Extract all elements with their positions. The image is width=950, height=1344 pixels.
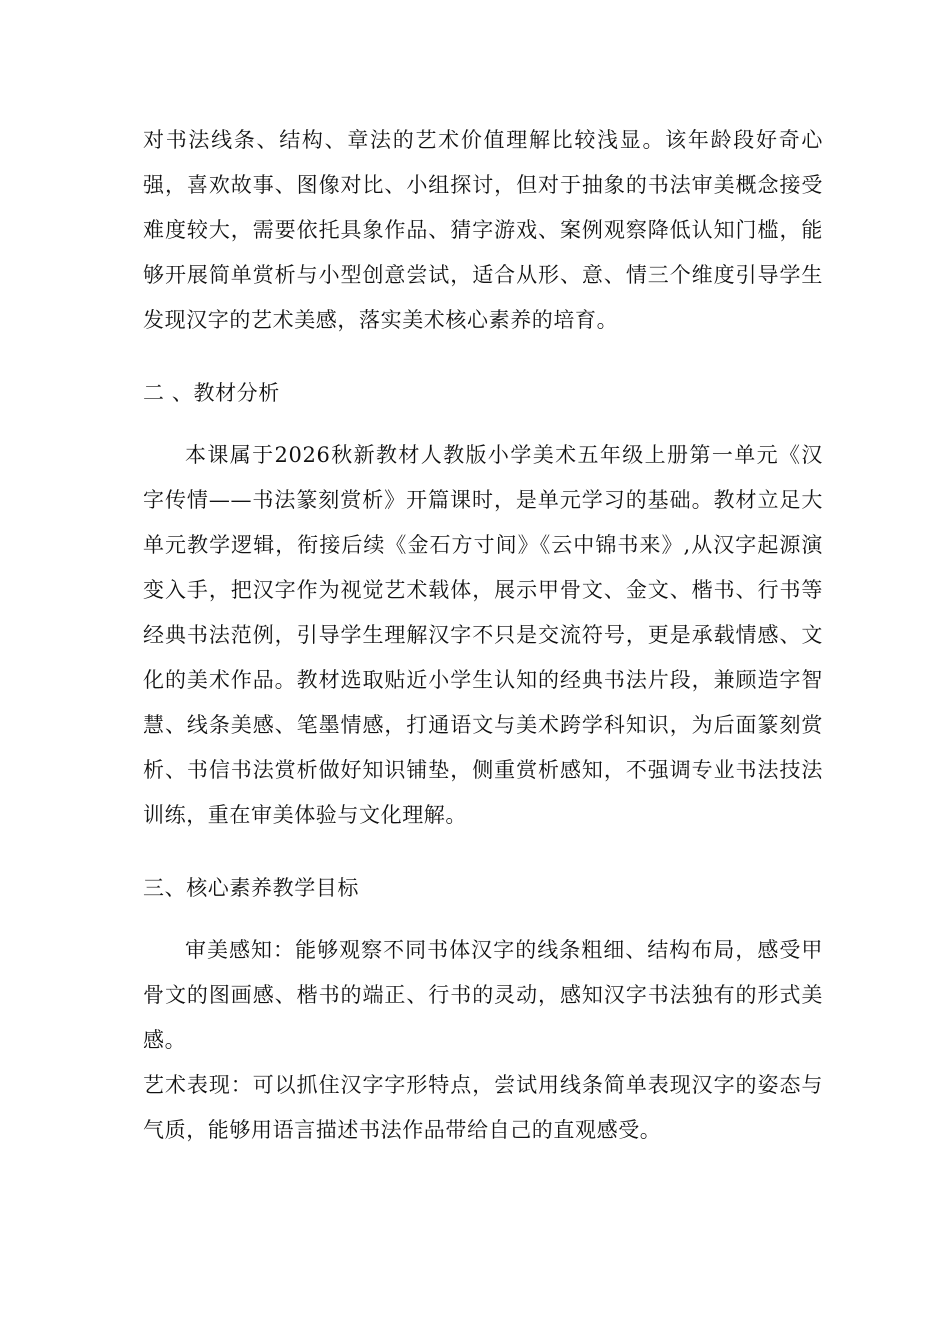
paragraph-textbook-analysis: 本课属于2026秋新教材人教版小学美术五年级上册第一单元《汉字传情——书法篆刻赏析》开篇课时，是单元学习的基础。教材立足大单元教学逻辑，衔接后续《金石方寸间》《云中锦书来》,从汉字起源演变入手，把汉字作为视觉艺术载体，展示甲骨文、金文、楷书、行书等经典书法范例，引导学生理解汉字不只是交流符号，更是承载情感、文化的美术作品。教材选取贴近小学生认知的经典书法片段，兼顾造字智慧、线条美感、笔墨情感，打通语文与美术跨学科知识，为后面篆刻赏析、书信书法赏析做好知识铺垫，侧重赏析感知，不强调专业书法技法训练，重在审美体验与文化理解。: [143, 443, 823, 827]
document-body: [143, 118, 823, 1153]
paragraph-student-analysis: 对书法线条、结构、章法的艺术价值理解比较浅显。该年龄段好奇心强，喜欢故事、图像对比、小组探讨，但对于抽象的书法审美概念接受难度较大，需要依托具象作品、猜字游戏、案例观察降低认知门槛，能够开展简单赏析与小型创意尝试，适合从形、意、情三个维度引导学生发现汉字的艺术美感，落实美术核心素养的培育。: [143, 128, 823, 332]
paragraph-aesthetic-perception: 审美感知：能够观察不同书体汉字的线条粗细、结构布局，感受甲骨文的图画感、楷书的端正、行书的灵动，感知汉字书法独有的形式美感。: [143, 938, 823, 1052]
paragraph-artistic-expression: 艺术表现：可以抓住汉字字形特点，尝试用线条简单表现汉字的姿态与气质，能够用语言描述书法作品带给自己的直观感受。: [143, 1073, 823, 1142]
section-heading-textbook-analysis: 二 、教材分析: [143, 381, 280, 405]
section-heading-core-literacy-goals: 三、核心素养教学目标: [143, 876, 359, 900]
